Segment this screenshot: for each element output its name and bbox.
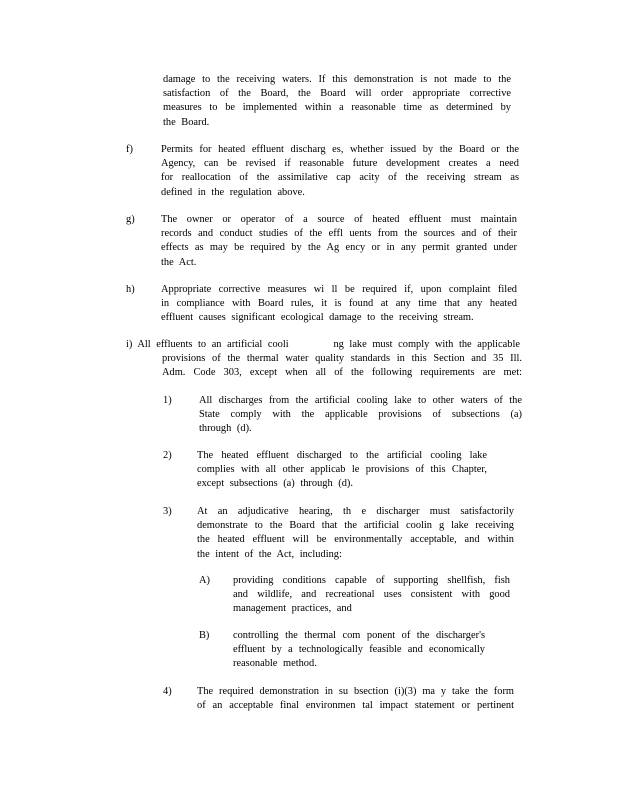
item-marker-f: f) [126,144,133,155]
text-line: except subsections (a) through (d). [197,478,353,490]
text-line: The owner or operator of a source of heated effluent must maintain [161,214,517,225]
text-line: satisfaction of the Board, the Board will order appropriate corrective [163,88,511,100]
text-line: measures to be implemented within a reasonable time as determined by [163,102,511,114]
text-line: the Board. [163,116,210,128]
text-line: and wildlife, and recreational uses consistent with good [233,589,510,601]
text-line: provisions of the thermal water quality standards in this Section and 35 Ill. [162,353,522,364]
paragraph-f [161,143,519,200]
paragraph-i1 [199,394,522,437]
text-line: Agency, can be revised if reasonable future development creates a need [161,158,519,170]
text-line: providing conditions capable of supporting shellfish, fish [233,575,510,586]
item-marker-h: h) [126,284,135,295]
text-line: reasonable method. [233,658,317,670]
text-line: defined in the regulation above. [161,186,305,198]
paragraph-i3 [197,505,514,562]
text-line: Permits for heated effluent discharg es, whether issued by the Board or the [161,144,519,155]
text-line: in compliance with Board rules, it is found at any time that any heated [161,298,517,310]
paragraph-i [162,352,522,380]
text-line: controlling the thermal com ponent of the discharger's [233,630,485,641]
item-marker-2: 2) [163,450,172,461]
text-line: through (d). [199,423,252,435]
paragraph-h [161,283,517,326]
text-line: records and conduct studies of the effl uents from the sources and of their [161,228,517,240]
text-line: effluent by a technologically feasible and economically [233,644,485,656]
text-line: complies with all other applicab le provisions of this Chapter, [197,464,487,476]
item-marker-1: 1) [163,395,172,406]
text-line: effluent causes significant ecological damage to the receiving stream. [161,312,474,324]
item-marker-3: 3) [163,506,172,517]
text-line: effects as may be required by the Ag ency or in any permit granted under [161,242,517,254]
text-line: Appropriate corrective measures wi ll be required if, upon complaint filed [161,284,517,295]
text-line: All discharges from the artificial cooling lake to other waters of the [199,395,522,406]
text-line: of an acceptable final environmen tal impact statement or pertinent [197,700,514,712]
paragraph-i-first-line: i) All effluents to an artificial cooli ng lake must comply with the applicable [126,339,520,350]
text-line: the intent of the Act, including: [197,548,342,560]
text-line: damage to the receiving waters. If this demonstration is not made to the [163,74,511,85]
text-line: the Act. [161,256,197,268]
paragraph-iA [233,574,510,617]
text-line: The heated effluent discharged to the artificial cooling lake [197,450,487,461]
text-line: demonstrate to the Board that the artificial coolin g lake receiving [197,520,514,532]
text-line: for reallocation of the assimilative cap acity of the receiving stream as [161,172,519,184]
item-marker-4: 4) [163,686,172,697]
text-line: management practices, and [233,603,352,615]
item-marker-B: B) [199,630,210,641]
text-line: State comply with the applicable provisions of subsections (a) [199,409,522,421]
item-marker-A: A) [199,575,210,586]
paragraph-i2 [197,449,487,492]
paragraph-g [161,213,517,270]
paragraph-i4 [197,685,514,713]
text-line: The required demonstration in su bsection (i)(3) ma y take the form [197,686,514,697]
text-line: At an adjudicative hearing, th e discharger must satisfactorily [197,506,514,517]
item-marker-g: g) [126,214,135,225]
text-line: Adm. Code 303, except when all of the following requirements are met: [162,367,522,379]
continued-paragraph [163,73,511,130]
paragraph-iB [233,629,485,672]
text-line: the heated effluent will be environmentally acceptable, and within [197,534,514,546]
